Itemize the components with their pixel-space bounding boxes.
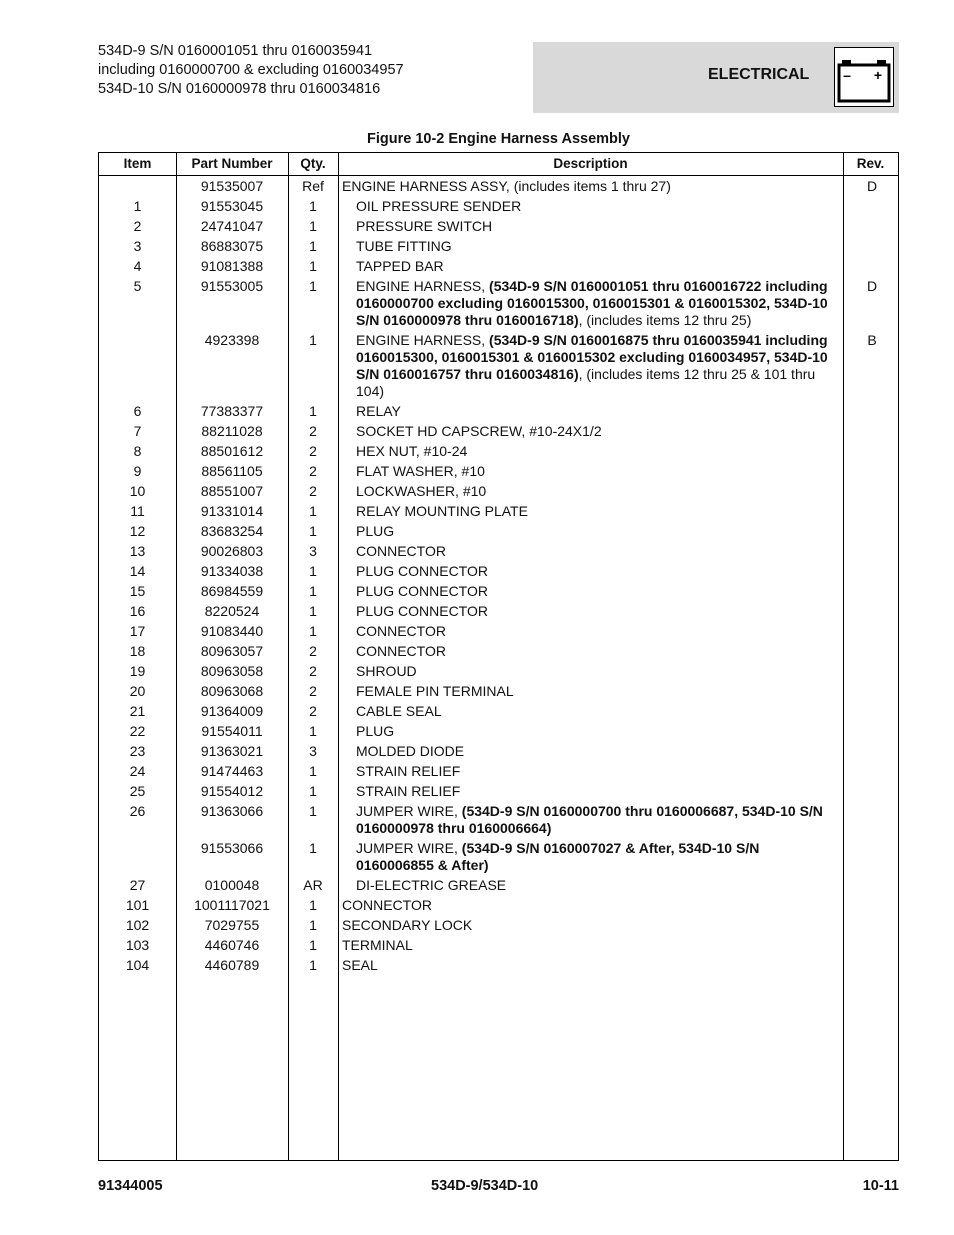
cell-qty: 2	[309, 702, 317, 719]
cell-qty: 2	[309, 462, 317, 479]
footer-model: 534D-9/534D-10	[431, 1178, 539, 1194]
description-text: MOLDED DIODE	[356, 742, 465, 759]
cell-qty: 3	[309, 542, 317, 559]
table-row	[99, 196, 898, 216]
table-row	[99, 461, 898, 481]
cell-part-number: 83683254	[200, 522, 264, 539]
description-text: PLUG	[356, 722, 395, 739]
description-text: FEMALE PIN TERMINAL	[356, 682, 514, 699]
cell-description	[356, 563, 834, 580]
cell-part-number: 91331014	[200, 502, 264, 519]
cell-description	[356, 198, 834, 215]
cell-description	[356, 683, 834, 700]
cell-item: 16	[129, 602, 146, 619]
cell-part-number: 80963057	[200, 642, 264, 659]
description-text: OIL PRESSURE SENDER	[356, 197, 522, 214]
cell-item: 14	[129, 562, 146, 579]
cell-qty: 2	[309, 642, 317, 659]
cell-qty: 1	[309, 802, 317, 819]
cell-part-number: 80963058	[200, 662, 264, 679]
description-text: CONNECTOR	[356, 642, 446, 659]
description-text: DI-ELECTRIC GREASE	[356, 876, 507, 893]
description-text: RELAY MOUNTING PLATE	[356, 502, 528, 519]
cell-item: 1	[133, 197, 142, 214]
model-line-2: including 0160000700 & excluding 0160034957	[98, 62, 404, 78]
cell-description	[356, 763, 834, 780]
cell-item: 12	[129, 522, 146, 539]
description-text: PRESSURE SWITCH	[356, 217, 493, 234]
cell-description	[342, 897, 834, 914]
cell-description	[356, 332, 834, 400]
cell-description	[356, 423, 834, 440]
cell-part-number: 88551007	[200, 482, 264, 499]
cell-description	[356, 278, 834, 329]
footer-doc-number: 91344005	[98, 1178, 163, 1194]
cell-qty: 1	[309, 562, 317, 579]
cell-description	[356, 463, 834, 480]
description-text: STRAIN RELIEF	[356, 762, 461, 779]
cell-qty: 1	[309, 839, 317, 856]
description-serial-range: (534D-9 S/N 0160016875 thru 0160035941 including 0160015300, 0160015301 & 0160015302 excluding 0160034957, 534D-10 S/N 0160016757 thru 0160034816)	[356, 331, 828, 382]
cell-part-number: 88561105	[201, 462, 263, 479]
battery-plus-sign: +	[873, 67, 883, 83]
description-text: SOCKET HD CAPSCREW, #10-24X1/2	[356, 422, 602, 439]
table-row	[99, 761, 898, 781]
cell-qty: 1	[309, 197, 317, 214]
cell-qty: 1	[309, 956, 317, 973]
cell-item: 23	[129, 742, 146, 759]
cell-description	[356, 603, 834, 620]
cell-item: 104	[125, 956, 150, 973]
cell-description	[356, 543, 834, 560]
cell-item: 25	[129, 782, 146, 799]
cell-description	[356, 783, 834, 800]
cell-part-number: 91363066	[200, 802, 264, 819]
table-body	[99, 176, 898, 975]
description-includes: , (includes items 12 thru 25)	[578, 311, 752, 328]
cell-description	[356, 623, 834, 640]
cell-part-number: 0100048	[204, 876, 260, 893]
cell-qty: 2	[309, 442, 317, 459]
cell-item: 24	[129, 762, 146, 779]
cell-item: 13	[129, 542, 146, 559]
cell-part-number: 77383377	[200, 402, 264, 419]
description-text: CONNECTOR	[356, 542, 446, 559]
table-row	[99, 421, 898, 441]
cell-qty: 1	[309, 936, 317, 953]
cell-item: 8	[133, 442, 142, 459]
table-row	[99, 541, 898, 561]
cell-description	[356, 443, 834, 460]
cell-qty: 1	[309, 916, 317, 933]
cell-qty: AR	[303, 876, 323, 893]
cell-qty: 2	[309, 422, 317, 439]
cell-part-number: 91363021	[200, 742, 264, 759]
cell-item: 4	[133, 257, 142, 274]
description-text: ENGINE HARNESS,	[356, 331, 490, 348]
cell-qty: 1	[309, 722, 317, 739]
cell-item: 7	[133, 422, 142, 439]
section-header	[533, 42, 899, 113]
table-row	[99, 441, 898, 461]
cell-part-number: 91553005	[200, 277, 264, 294]
cell-part-number: 91334038	[200, 562, 264, 579]
cell-item: 2	[133, 217, 142, 234]
cell-part-number: 91554012	[200, 782, 264, 799]
page-footer	[98, 1178, 899, 1198]
model-info	[98, 42, 404, 99]
cell-part-number: 91083440	[200, 622, 264, 639]
table-row	[99, 875, 898, 895]
cell-item: 3	[133, 237, 142, 254]
header-part-number: Part Number	[191, 156, 273, 171]
cell-part-number: 91474463	[200, 762, 264, 779]
model-line-1: 534D-9 S/N 0160001051 thru 0160035941	[98, 43, 373, 59]
table-row	[99, 895, 898, 915]
description-includes: , (includes items 12 thru 25 & 101 thru 104)	[356, 365, 816, 399]
table-header	[99, 153, 898, 176]
cell-qty: 1	[309, 582, 317, 599]
cell-item: 21	[129, 702, 146, 719]
table-row	[99, 330, 898, 401]
table-row	[99, 681, 898, 701]
cell-qty: 3	[309, 742, 317, 759]
cell-item: 5	[133, 277, 142, 294]
cell-item: 22	[129, 722, 146, 739]
cell-description	[342, 917, 834, 934]
model-line-3: 534D-10 S/N 0160000978 thru 0160034816	[98, 81, 381, 97]
cell-qty: 2	[309, 682, 317, 699]
cell-item: 27	[129, 876, 146, 893]
cell-qty: 1	[309, 402, 317, 419]
cell-item: 11	[130, 502, 145, 519]
cell-description	[356, 218, 834, 235]
cell-part-number: 86984559	[200, 582, 264, 599]
section-title: ELECTRICAL	[708, 66, 810, 83]
cell-part-number: 4460789	[204, 956, 260, 973]
table-row	[99, 216, 898, 236]
cell-item: 18	[129, 642, 146, 659]
table-row	[99, 581, 898, 601]
cell-part-number: 88501612	[200, 442, 264, 459]
description-text: PLUG CONNECTOR	[356, 602, 488, 619]
header-item: Item	[123, 156, 152, 171]
table-row	[99, 641, 898, 661]
cell-qty: 1	[309, 602, 317, 619]
cell-item: 26	[129, 802, 146, 819]
cell-qty: 2	[309, 662, 317, 679]
footer-page-number: 10-11	[862, 1178, 899, 1194]
cell-qty: 1	[309, 622, 317, 639]
table-row	[99, 741, 898, 761]
description-text: CABLE SEAL	[356, 702, 442, 719]
cell-part-number: 4460746	[204, 936, 260, 953]
cell-part-number: 24741047	[200, 217, 264, 234]
description-text: PLUG	[356, 522, 395, 539]
cell-description	[356, 877, 834, 894]
figure-title: Figure 10-2 Engine Harness Assembly	[367, 131, 630, 147]
cell-description	[356, 583, 834, 600]
description-serial-range: (534D-9 S/N 0160001051 thru 0160016722 including 0160000700 excluding 0160015300, 0160015301 & 0160015302, 534D-10 S/N 0160000978 thru 0160016718)	[356, 277, 828, 328]
cell-qty: 1	[309, 237, 317, 254]
cell-qty: 1	[309, 257, 317, 274]
table-row	[99, 935, 898, 955]
cell-item: 20	[129, 682, 146, 699]
table-row	[99, 501, 898, 521]
header-rev: Rev.	[856, 156, 885, 171]
cell-description	[356, 503, 834, 520]
table-row	[99, 561, 898, 581]
description-text: FLAT WASHER, #10	[356, 462, 485, 479]
description-serial-range: (534D-9 S/N 0160007027 & After, 534D-10 S/N 0160006855 & After)	[356, 839, 760, 873]
cell-qty: Ref	[302, 177, 324, 194]
cell-part-number: 4923398	[204, 331, 260, 348]
cell-description	[356, 238, 834, 255]
cell-item: 103	[125, 936, 150, 953]
cell-rev: B	[867, 331, 877, 348]
table-row	[99, 838, 898, 875]
cell-part-number: 8220524	[204, 602, 260, 619]
cell-qty: 1	[309, 762, 317, 779]
table-row	[99, 176, 898, 196]
battery-minus-sign: –	[843, 67, 851, 83]
cell-qty: 1	[309, 896, 317, 913]
description-text: SECONDARY LOCK	[342, 916, 473, 933]
description-text: JUMPER WIRE,	[356, 839, 462, 856]
cell-part-number: 91553045	[200, 197, 264, 214]
cell-part-number: 80963068	[200, 682, 264, 699]
description-text: TERMINAL	[342, 936, 413, 953]
cell-part-number: 7029755	[204, 916, 260, 933]
description-text: HEX NUT, #10-24	[356, 442, 468, 459]
header-qty: Qty.	[300, 156, 326, 171]
cell-part-number: 90026803	[200, 542, 264, 559]
table-row	[99, 521, 898, 541]
description-text: CONNECTOR	[356, 622, 446, 639]
cell-description	[356, 643, 834, 660]
description-text: ENGINE HARNESS,	[356, 277, 490, 294]
cell-part-number: 91554011	[201, 722, 263, 739]
table-row	[99, 236, 898, 256]
cell-rev: D	[866, 177, 878, 194]
cell-description	[356, 483, 834, 500]
cell-item: 17	[129, 622, 146, 639]
cell-item: 102	[125, 916, 150, 933]
table-row	[99, 915, 898, 935]
description-text: SHROUD	[356, 662, 417, 679]
cell-part-number: 1001117021	[194, 896, 270, 913]
cell-item: 6	[133, 402, 142, 419]
header-description: Description	[553, 156, 628, 171]
description-text: CONNECTOR	[342, 896, 432, 913]
table-row	[99, 621, 898, 641]
table-row	[99, 601, 898, 621]
cell-qty: 1	[309, 277, 317, 294]
cell-description	[356, 258, 834, 275]
battery-icon	[834, 47, 894, 107]
cell-qty: 1	[309, 522, 317, 539]
cell-qty: 1	[309, 782, 317, 799]
cell-item: 10	[129, 482, 146, 499]
description-text: LOCKWASHER, #10	[356, 482, 487, 499]
description-text: SEAL	[342, 956, 378, 973]
cell-rev: D	[866, 277, 878, 294]
cell-part-number: 86883075	[200, 237, 264, 254]
table-row	[99, 721, 898, 741]
parts-table	[98, 152, 899, 1161]
cell-description	[342, 957, 834, 974]
cell-description	[356, 803, 834, 837]
description-text: ENGINE HARNESS ASSY, (includes items 1 thru 27)	[342, 177, 671, 194]
cell-part-number: 91535007	[200, 177, 264, 194]
cell-description	[356, 523, 834, 540]
table-row	[99, 781, 898, 801]
cell-description	[342, 937, 834, 954]
cell-qty: 1	[309, 331, 317, 348]
cell-part-number: 88211028	[201, 422, 263, 439]
table-row	[99, 801, 898, 838]
description-text: JUMPER WIRE,	[356, 802, 462, 819]
cell-part-number: 91081388	[200, 257, 264, 274]
cell-description	[356, 840, 834, 874]
description-text: TUBE FITTING	[356, 237, 452, 254]
table-row	[99, 276, 898, 330]
table-row	[99, 481, 898, 501]
cell-part-number: 91553066	[200, 839, 264, 856]
table-row	[99, 955, 898, 975]
cell-description	[356, 743, 834, 760]
cell-description	[342, 178, 834, 195]
description-text: RELAY	[356, 402, 401, 419]
cell-item: 15	[129, 582, 146, 599]
description-text: PLUG CONNECTOR	[356, 562, 488, 579]
description-text: STRAIN RELIEF	[356, 782, 461, 799]
cell-part-number: 91364009	[200, 702, 264, 719]
cell-description	[356, 663, 834, 680]
cell-qty: 1	[309, 217, 317, 234]
cell-description	[356, 703, 834, 720]
cell-description	[356, 403, 834, 420]
description-text: PLUG CONNECTOR	[356, 582, 488, 599]
cell-qty: 1	[309, 502, 317, 519]
cell-qty: 2	[309, 482, 317, 499]
table-row	[99, 256, 898, 276]
description-text: TAPPED BAR	[356, 257, 444, 274]
cell-item: 19	[129, 662, 146, 679]
description-serial-range: (534D-9 S/N 0160000700 thru 0160006687, 534D-10 S/N 0160000978 thru 0160006664)	[356, 802, 823, 836]
table-row	[99, 661, 898, 681]
table-row	[99, 401, 898, 421]
cell-item: 101	[125, 896, 150, 913]
cell-item: 9	[133, 462, 142, 479]
cell-description	[356, 723, 834, 740]
table-row	[99, 701, 898, 721]
